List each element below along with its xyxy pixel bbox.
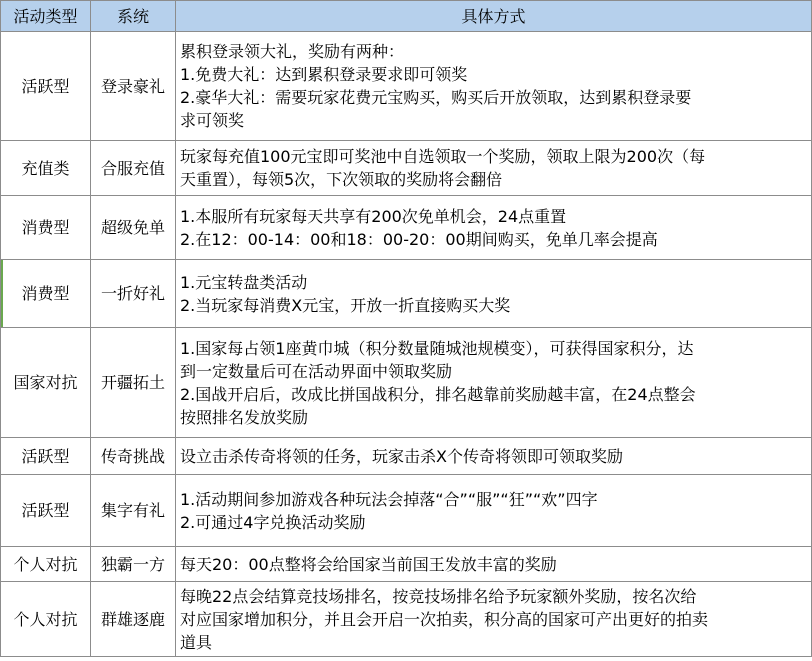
detail-line: 道具 <box>180 632 213 652</box>
detail-line: 到一定数量后可在活动界面中领取奖励 <box>180 361 453 381</box>
detail-line: 1.本服所有玩家每天共享有200次免单机会，24点重置 <box>180 206 567 226</box>
cell-activity-type[interactable]: 活跃型 <box>1 438 91 475</box>
cell-system[interactable]: 传奇挑战 <box>91 438 176 475</box>
detail-line: 2.可通过4字兑换活动奖励 <box>180 512 366 532</box>
detail-line: 按照排名发放奖励 <box>180 407 309 427</box>
detail-line: 2.当玩家每消费X元宝，开放一折直接购买大奖 <box>180 295 511 315</box>
cell-activity-type[interactable]: 消费型 <box>1 260 91 328</box>
detail-line: 每天20：00点整将会给国家当前国王发放丰富的奖励 <box>180 554 557 574</box>
table-row <box>1 260 812 328</box>
table-row <box>1 547 812 582</box>
cell-system[interactable]: 登录豪礼 <box>91 32 176 141</box>
header-detail[interactable]: 具体方式 <box>176 1 812 32</box>
detail-line: 1.元宝转盘类活动 <box>180 272 308 292</box>
cell-system[interactable]: 合服充值 <box>91 141 176 196</box>
cell-activity-type[interactable]: 国家对抗 <box>1 328 91 438</box>
detail-line: 对应国家增加积分，并且会开启一次拍卖，积分高的国家可产出更好的拍卖 <box>180 609 709 629</box>
table-row <box>1 328 812 438</box>
cell-detail[interactable] <box>176 582 812 657</box>
cell-detail[interactable] <box>176 32 812 141</box>
table-row <box>1 32 812 141</box>
detail-line: 1.国家每占领1座黄巾城（积分数量随城池规模变），可获得国家积分，达 <box>180 338 694 358</box>
cell-system[interactable]: 开疆拓土 <box>91 328 176 438</box>
detail-line: 玩家每充值100元宝即可奖池中自选领取一个奖励，领取上限为200次（每 <box>180 147 706 166</box>
cell-system[interactable]: 群雄逐鹿 <box>91 582 176 657</box>
detail-line: 1.活动期间参加游戏各种玩法会掉落“合”“服”“狂”“欢”四字 <box>180 489 598 509</box>
header-system[interactable]: 系统 <box>91 1 176 32</box>
header-activity-type[interactable]: 活动类型 <box>1 1 91 32</box>
detail-line: 天重置），每领5次，下次领取的奖励将会翻倍 <box>180 170 503 189</box>
cell-system[interactable]: 超级免单 <box>91 196 176 260</box>
detail-line: 设立击杀传奇将领的任务，玩家击杀X个传奇将领即可领取奖励 <box>180 446 623 466</box>
detail-line: 累积登录领大礼，奖励有两种： <box>180 42 405 61</box>
cell-activity-type[interactable]: 个人对抗 <box>1 582 91 657</box>
cell-detail[interactable] <box>176 475 812 547</box>
cell-activity-type[interactable]: 充值类 <box>1 141 91 196</box>
cell-system[interactable]: 一折好礼 <box>91 260 176 328</box>
detail-line: 每晚22点会结算竞技场排名，按竞技场排名给予玩家额外奖励，按名次给 <box>180 586 697 606</box>
table-body <box>1 32 812 657</box>
cell-activity-type[interactable]: 活跃型 <box>1 32 91 141</box>
cell-detail[interactable] <box>176 141 812 196</box>
detail-line: 2.在12：00-14：00和18：00-20：00期间购买，免单几率会提高 <box>180 229 658 249</box>
table-row <box>1 196 812 260</box>
cell-detail[interactable] <box>176 196 812 260</box>
table-row <box>1 582 812 657</box>
cell-detail[interactable] <box>176 260 812 328</box>
table-header <box>1 1 812 32</box>
header-row <box>1 1 812 32</box>
cell-detail[interactable] <box>176 547 812 582</box>
detail-line: 1.免费大礼：达到累积登录要求即可领奖 <box>180 65 468 84</box>
cell-detail[interactable] <box>176 328 812 438</box>
cell-detail[interactable] <box>176 438 812 475</box>
cell-activity-type[interactable]: 活跃型 <box>1 475 91 547</box>
table-row <box>1 141 812 196</box>
cell-activity-type[interactable]: 个人对抗 <box>1 547 91 582</box>
table-row <box>1 475 812 547</box>
cell-activity-type[interactable]: 消费型 <box>1 196 91 260</box>
cell-system[interactable]: 集字有礼 <box>91 475 176 547</box>
cell-system[interactable]: 独霸一方 <box>91 547 176 582</box>
detail-line: 2.国战开启后，改成比拼国战积分，排名越靠前奖励越丰富，在24点整会 <box>180 384 696 404</box>
table-row <box>1 438 812 475</box>
detail-line: 求可领奖 <box>180 111 245 130</box>
detail-line: 2.豪华大礼：需要玩家花费元宝购买，购买后开放领取，达到累积登录要 <box>180 88 692 107</box>
